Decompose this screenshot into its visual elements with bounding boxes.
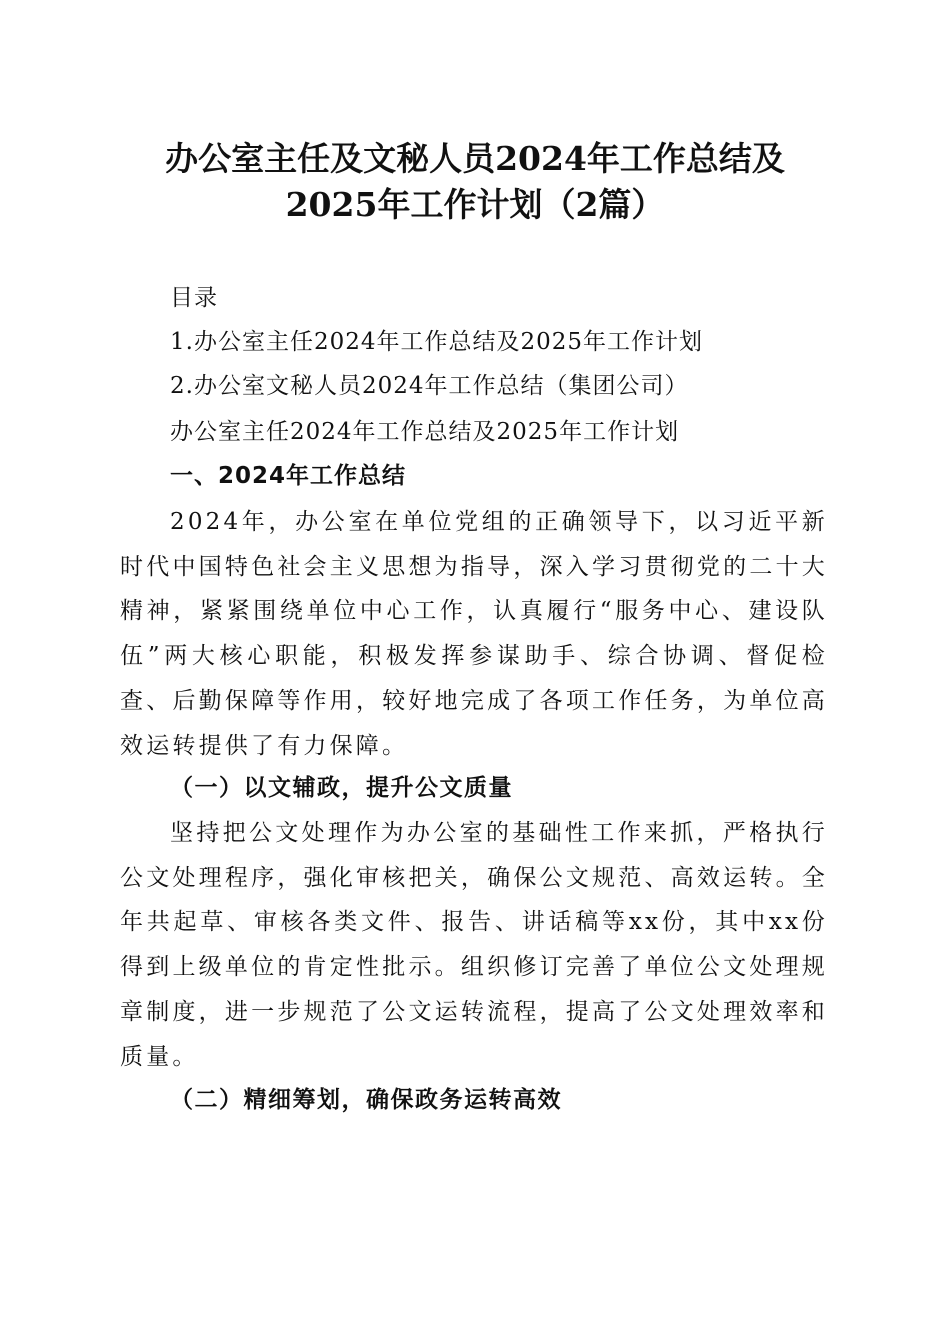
toc-label: 目录 xyxy=(170,285,218,311)
section-1-intro-paragraph: 2024年，办公室在单位党组的正确领导下，以习近平新时代中国特色社会主义思想为指导，深入学习贯彻党的二十大精神，紧紧围绕单位中心工作，认真履行“服务中心、建设队伍”两大核心职能，积极发挥参谋助手、综合协调、督促检查、后勤保障等作用，较好地完成了各项工作任务，为单位高效运转提供了有力保障。 xyxy=(120,509,828,759)
article-title: 办公室主任2024年工作总结及2025年工作计划 xyxy=(170,419,680,445)
toc-item-1: 1.办公室主任2024年工作总结及2025年工作计划 xyxy=(170,329,704,355)
subsection-2-heading: （二）精细筹划，确保政务运转高效 xyxy=(170,1086,562,1113)
document-title-line-1: 办公室主任及文秘人员2024年工作总结及 xyxy=(165,139,785,178)
subsection-1-heading: （一）以文辅政，提升公文质量 xyxy=(170,774,513,801)
section-1-heading: 一、2024年工作总结 xyxy=(170,463,407,489)
document-title-line-2: 2025年工作计划（2篇） xyxy=(285,185,665,224)
toc-item-2: 2.办公室文秘人员2024年工作总结（集团公司） xyxy=(170,373,689,399)
subsection-1-body-paragraph: 坚持把公文处理作为办公室的基础性工作来抓，严格执行公文处理程序，强化审核把关，确保公文规范、高效运转。全年共起草、审核各类文件、报告、讲话稿等xx份，其中xx份得到上级单位的肯定性批示。组织修订完善了单位公文处理规章制度，进一步规范了公文运转流程，提高了公文处理效率和质量。 xyxy=(120,820,828,1070)
